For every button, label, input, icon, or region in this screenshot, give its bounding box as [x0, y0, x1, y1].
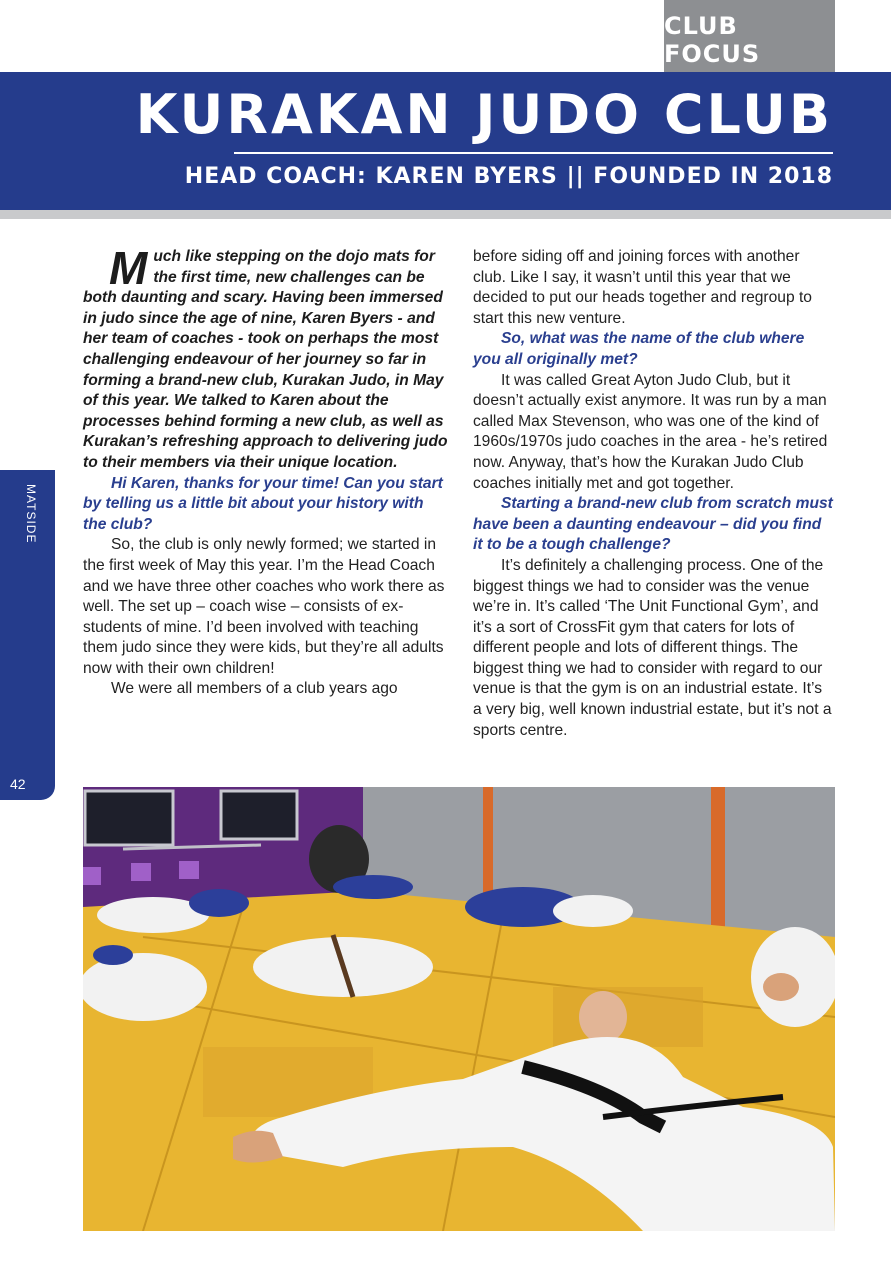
page-number: 42 [10, 776, 26, 792]
orange-pillar-right [711, 787, 725, 927]
answer-1-continued: before siding off and joining forces with another club. Like I say, it wasn’t until this year that we decided to put our heads together and regroup to start this new venture. [473, 248, 812, 327]
banner-shadow-strip [0, 210, 891, 219]
article-column-right [473, 247, 835, 741]
judoka-blue-2 [333, 875, 413, 899]
page-title: KURAKAN JUDO CLUB [135, 83, 833, 146]
mat-panel [553, 987, 703, 1047]
answer-1-paragraph-2: We were all members of a club years ago [111, 680, 398, 698]
section-label: MATSIDE [24, 484, 38, 544]
foreground-judoka-head [579, 991, 627, 1043]
side-tab [0, 470, 55, 800]
question-3: Starting a brand-new club from scratch must have been a daunting endeavour – did you find it to be a tough challenge? [473, 495, 833, 554]
question-2: So, what was the name of the club where you all originally met? [473, 330, 805, 368]
judoka-blue-4 [93, 945, 133, 965]
orange-pillar-left [483, 787, 493, 902]
dojo-photo-illustration [83, 787, 835, 1231]
drop-cap: M [109, 242, 148, 294]
judoka-white-2 [553, 895, 633, 927]
dojo-photo [83, 787, 835, 1231]
section-tag-label: CLUB FOCUS [664, 12, 761, 68]
answer-3: It’s definitely a challenging process. One of the biggest things we had to consider was the venue we’re in. It’s called ‘The Unit Functional Gym’, and it’s a sort of CrossFit gym that caters for lots of different people and lots of different things. The biggest thing we had to consider with regard to our venue is that the gym is on an industrial estate. It’s a very big, well known industrial estate, but it’s not a sports centre. [473, 556, 832, 739]
title-divider [234, 152, 833, 154]
question-1: Hi Karen, thanks for your time! Can you start by telling us a little bit about your history with the club? [83, 474, 443, 533]
judoka-head [763, 973, 799, 1001]
title-banner [0, 72, 891, 210]
answer-2: It was called Great Ayton Judo Club, but it doesn’t actually exist anymore. It was run by a man called Max Stevenson, who was one of the kind of 1960s/1970s judo coaches in the area - he’s retired now. Anyway, that’s how the Kurakan Judo Club coaches initially met and got together. [473, 371, 828, 492]
answer-1-paragraph-1: So, the club is only newly formed; we started in the first week of May this year. I’m the Head Coach and we have three other coaches who work there as well. The set up – coach wise – consists of ex-students of mine. I’d been involved with teaching them judo since they were kids, but they’re all adults now with their own children! [83, 536, 445, 677]
window-left [85, 791, 173, 845]
chair [131, 863, 151, 881]
page-subtitle: HEAD COACH: KAREN BYERS || FOUNDED IN 2018 [184, 164, 833, 189]
intro-text: uch like stepping on the dojo mats for the first time, new challenges can be both daunting and scary. Having been immersed in judo since the age of nine, Karen Byers - and her team of coaches - took on perhaps the most challenging endeavour of her journey so far in forming a brand-new club, Kurakan Judo, in May of this year. We talked to Karen about the processes behind forming a new club, as well as Kurakan’s refreshing approach to delivering judo to their members via their unique location. [83, 248, 448, 471]
article-intro [83, 242, 448, 474]
window-right [221, 791, 297, 839]
judoka-blue-1 [189, 889, 249, 917]
chair [179, 861, 199, 879]
article-column-left [83, 242, 448, 700]
chair [83, 867, 101, 885]
section-tag [664, 0, 835, 72]
